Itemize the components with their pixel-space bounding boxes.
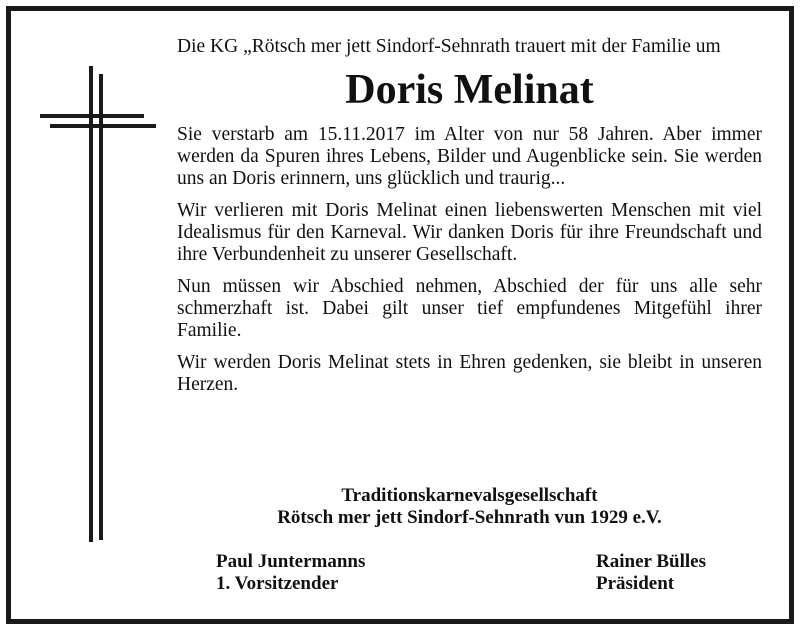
paragraph-death-date: Sie verstarb am 15.11.2017 im Alter von nur 58 Jahren. Aber immer werden da Spuren ihres Lebens, Bilder und Augenblicke sein. Sie werden uns an Doris erinnern, uns glücklich und traurig... [177,124,762,189]
cross-vertical-bar-inner [99,74,103,540]
cross-icon [40,66,156,542]
paragraph-farewell: Nun müssen wir Abschied nehmen, Abschied der für uns alle sehr schmerzhaft ist. Dabei gilt unser tief empfundenes Mitgefühl ihrer Familie. [177,276,762,341]
signatory-left [216,551,365,595]
signatory-role: 1. Vorsitzender [216,573,339,594]
notice-body [177,36,762,396]
paragraph-remembrance: Wir werden Doris Melinat stets in Ehren gedenken, sie bleibt in unseren Herzen. [177,352,762,395]
signatory-name: Paul Juntermanns [216,551,366,572]
signatory-role: Präsident [596,573,675,594]
signatory-right [596,551,706,595]
deceased-name: Doris Melinat [345,67,594,113]
cross-vertical-bar [89,66,93,542]
organization-type: Traditionskarnevalsgesellschaft [341,485,598,506]
organization-block [177,485,762,529]
intro-text: Die KG „Rötsch mer jett Sindorf-Sehnrath trauert mit der Familie um [177,36,721,57]
paragraph-tribute: Wir verlieren mit Doris Melinat einen liebenswerten Menschen mit viel Idealismus für den Karneval. Wir danken Doris für ihre Freundschaft und ihre Verbundenheit zu unserer Gesellschaft. [177,200,762,265]
cross-horizontal-bar [40,114,144,118]
signatory-name: Rainer Bülles [596,551,706,572]
cross-horizontal-bar-inner [50,124,156,128]
organization-name: Rötsch mer jett Sindorf-Sehnrath vun 1929 e.V. [277,507,662,528]
